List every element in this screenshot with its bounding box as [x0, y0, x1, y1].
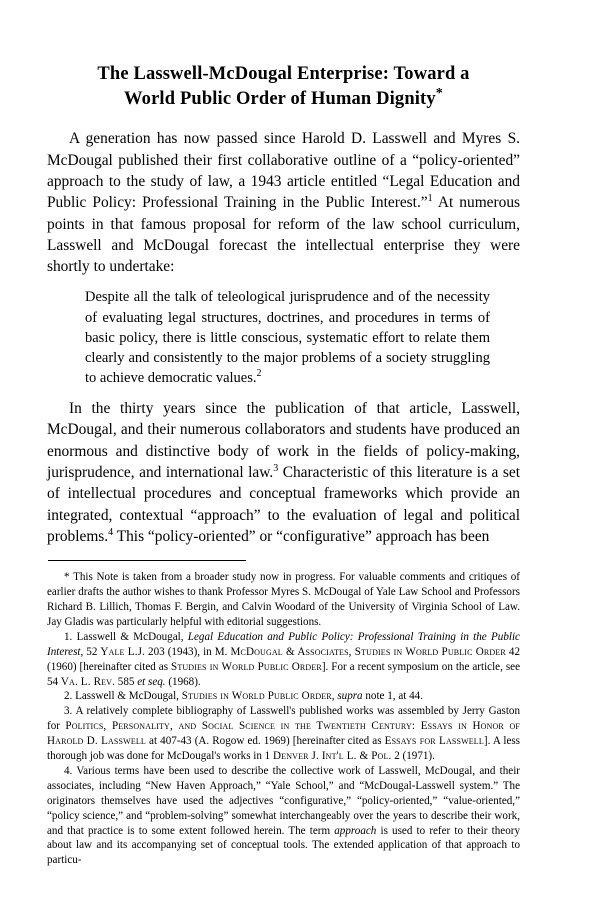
block-quote — [47, 287, 520, 387]
page-title — [47, 62, 520, 111]
footnote-ref-4: 4 — [108, 526, 114, 538]
footnote-1-seg-6: 585 — [115, 675, 138, 688]
block-quote-text: Despite all the talk of teleological jurisprudence and of the necessity of evaluating legal structures, doctrines, and procedures in terms of basic policy, there is little conscious, systematic effort to relate them clearly and consistently to the major problems of a society struggling to achieve democratic values. — [85, 289, 490, 386]
footnote-separator-rule — [48, 560, 246, 561]
footnote-1-smallcaps-1: Yale L.J. — [100, 645, 146, 658]
footnote-1-smallcaps-4: Va. L. Rev. — [60, 675, 116, 688]
footnote-star-text: This Note is taken from a broader study now in progress. For valuable comments and critiques of earlier drafts the author wishes to thank Professor Myres S. McDougal of Yale Law School and Professors Richard B. Lillich, Thomas F. Bergin, and Calvin Woodard of the University of Virginia School of Law. Jay Gladis was particularly helpful with editorial suggestions. — [47, 571, 520, 628]
footnote-2-seg-3: note 1, at 44. — [362, 690, 423, 703]
footnote-3-smallcaps-3: Denver J. Int'l L. & Pol. — [273, 750, 392, 763]
body-paragraph-1 — [47, 128, 520, 277]
footnote-2-smallcaps-1: Studies in World Public Order — [181, 690, 332, 703]
footnote-3-seg-1: A relatively complete bibliography of Lasswell's published works was assembled by Jerry Gaston for — [47, 705, 520, 733]
footnote-4-italic-1: approach — [334, 824, 377, 837]
footnote-1-seg-1: Lasswell & McDougal, — [76, 630, 188, 643]
footnote-1-seg-4: 42 (1960) [hereinafter cited as — [47, 645, 520, 673]
footnote-ref-2: 2 — [256, 367, 262, 379]
footnote-1-marker: 1. — [64, 630, 73, 643]
footnote-star-marker: * — [64, 571, 70, 584]
title-line-2: World Public Order of Human Dignity — [124, 88, 436, 109]
footnote-3-marker: 3. — [64, 705, 73, 718]
paragraph-2-text-a: In the thirty years since the publication of that article, Lasswell, McDougal, and their numerous collaborators and students have produced an enormous and distinctive body of work in the fields of policy-making, jurisprudence, and international law. — [47, 399, 520, 481]
footnote-3-seg-3: ]. A less thorough job was done for McDougal's works in 1 — [47, 735, 521, 763]
footnote-ref-1: 1 — [427, 193, 433, 205]
paragraph-2-text-c: This “policy-oriented” or “configurative” approach has been — [113, 527, 490, 545]
footnote-1-smallcaps-3: Studies in World Public Order — [171, 660, 322, 673]
footnote-1-italic-1: Legal Education and Public Policy: Professional Training in the Public Interest — [47, 630, 520, 658]
paragraph-1-text-b: At numerous points in that famous proposal for reform of the law school curriculum, Lasswell and McDougal forecast the intellectual enterprise they were shortly to undertake: — [47, 194, 521, 276]
footnote-2-seg-1: Lasswell & McDougal, — [75, 690, 182, 703]
footnote-1-italic-2: et seq. — [137, 675, 166, 688]
footnote-ref-3: 3 — [273, 462, 279, 474]
paragraph-2-text-b: Characteristic of this literature is a set of intellectual procedures and conceptual frameworks which provide an integrated, contextual “approach” to the evaluation of legal and political problems. — [47, 463, 520, 545]
footnote-2 — [47, 689, 520, 704]
paragraph-1-text-a: A generation has now passed since Harold D. Lasswell and Myres S. McDougal published their first collaborative outline of a “policy-oriented” approach to the study of law, a 1943 article entitled “Legal Education and Public Policy: Professional Training in the Public Interest.” — [47, 130, 520, 212]
page-content — [47, 62, 520, 868]
footnote-2-seg-2: , — [331, 690, 338, 703]
footnote-1-seg-7: (1968). — [165, 675, 201, 688]
footnote-1 — [47, 630, 520, 690]
footnotes-section — [47, 570, 520, 868]
footnote-1-seg-5: ]. For a recent symposium on the article, see 54 — [47, 660, 520, 688]
footnote-4-seg-2: is used to refer to their theory about law and its accompanying set of conceptual tools. The extended application of that approach to particu- — [47, 824, 520, 867]
footnote-1-seg-3: 203 (1943), in M. — [145, 645, 231, 658]
footnote-3-seg-4: 2 (1971). — [391, 750, 435, 763]
footnote-star — [47, 570, 520, 630]
footnote-1-smallcaps-2: McDougal & Associates, Studies in World Public Order — [230, 645, 506, 658]
footnote-3 — [47, 704, 520, 764]
footnote-2-italic-1: supra — [337, 690, 363, 703]
footnote-4 — [47, 764, 520, 868]
footnote-4-seg-1: Various terms have been used to describe the collective work of Lasswell, McDougal, and their associates, including “New Haven Approach,” “Yale School,” and “McDougal-Lasswell system.” The originators themselves have used the adjectives “configurative,” “policy-oriented,” “value-oriented,” “policy science,” and “problem-solving” somewhat interchangeably over the years to describe their work, and that practice is to some extent followed herein. The term — [47, 764, 520, 837]
footnote-2-marker: 2. — [64, 690, 73, 703]
title-footnote-marker: * — [435, 85, 443, 101]
body-paragraph-2 — [47, 398, 520, 547]
footnote-4-marker: 4. — [64, 764, 73, 777]
title-line-1: The Lasswell-McDougal Enterprise: Toward a — [97, 64, 470, 84]
footnote-1-seg-2: , 52 — [80, 645, 101, 658]
footnote-3-smallcaps-1: Politics, Personality, and Social Science in the Twentieth Century: Essays in Honor of Harold D. Lasswell — [47, 720, 521, 748]
footnote-3-smallcaps-2: Essays for Lasswell — [384, 735, 484, 748]
footnote-3-seg-2: at 407-43 (A. Rogow ed. 1969) [hereinafter cited as — [145, 735, 385, 748]
